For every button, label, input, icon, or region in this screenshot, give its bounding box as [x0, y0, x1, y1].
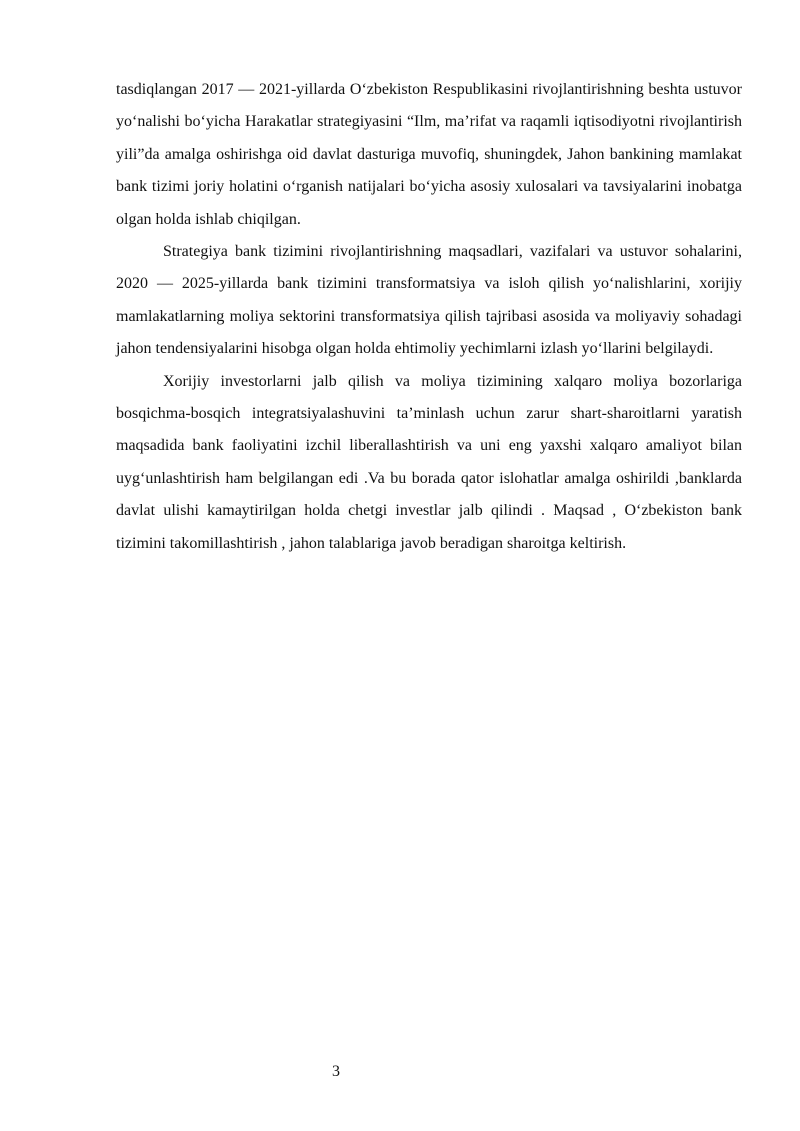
paragraph-investors: Xorijiy investorlarni jalb qilish va moliya tizimining xalqaro moliya bozorlariga bosqichma-bosqich integratsiyalashuvini ta’minlash uchun zarur shart-sharoitlarni yaratish maqsadida bank faoliyatini izchil liberallashtirish va uni eng yaxshi xalqaro amaliyot bilan uyg‘unlashtirish ham belgilangan edi .Va bu borada qator islohatlar amalga oshirildi ,banklarda davlat ulishi kamaytirilgan holda chetgi investlar jalb qilindi . Maqsad , O‘zbekiston bank tizimini takomillashtirish , jahon talablariga javob beradigan sharoitga keltirish.	[116, 372, 742, 552]
document-body	[116, 74, 742, 560]
paragraph-continuation: tasdiqlangan 2017 — 2021-yillarda O‘zbekiston Respublikasini rivojlantirishning beshta ustuvor yo‘nalishi bo‘yicha Harakatlar strategiyasini “Ilm, ma’rifat va raqamli iqtisodiyotni rivojlantirish yili”da amalga oshirishga oid davlat dasturiga muvofiq, shuningdek, Jahon bankining mamlakat bank tizimi joriy holatini o‘rganish natijalari bo‘yicha asosiy xulosalari va tavsiyalarini inobatga olgan holda ishlab chiqilgan.	[116, 81, 742, 228]
page-number: 3	[332, 1063, 340, 1080]
paragraph-strategy: Strategiya bank tizimini rivojlantirishning maqsadlari, vazifalari va ustuvor sohalarini, 2020 — 2025-yillarda bank tizimini transformatsiya va isloh qilish yo‘nalishlarini, xorijiy mamlakatlarning moliya sektorini transformatsiya qilish tajribasi asosida va moliyaviy sohadagi jahon tendensiyalarini hisobga olgan holda ehtimoliy yechimlarni izlash yo‘llarini belgilaydi.	[116, 243, 742, 358]
